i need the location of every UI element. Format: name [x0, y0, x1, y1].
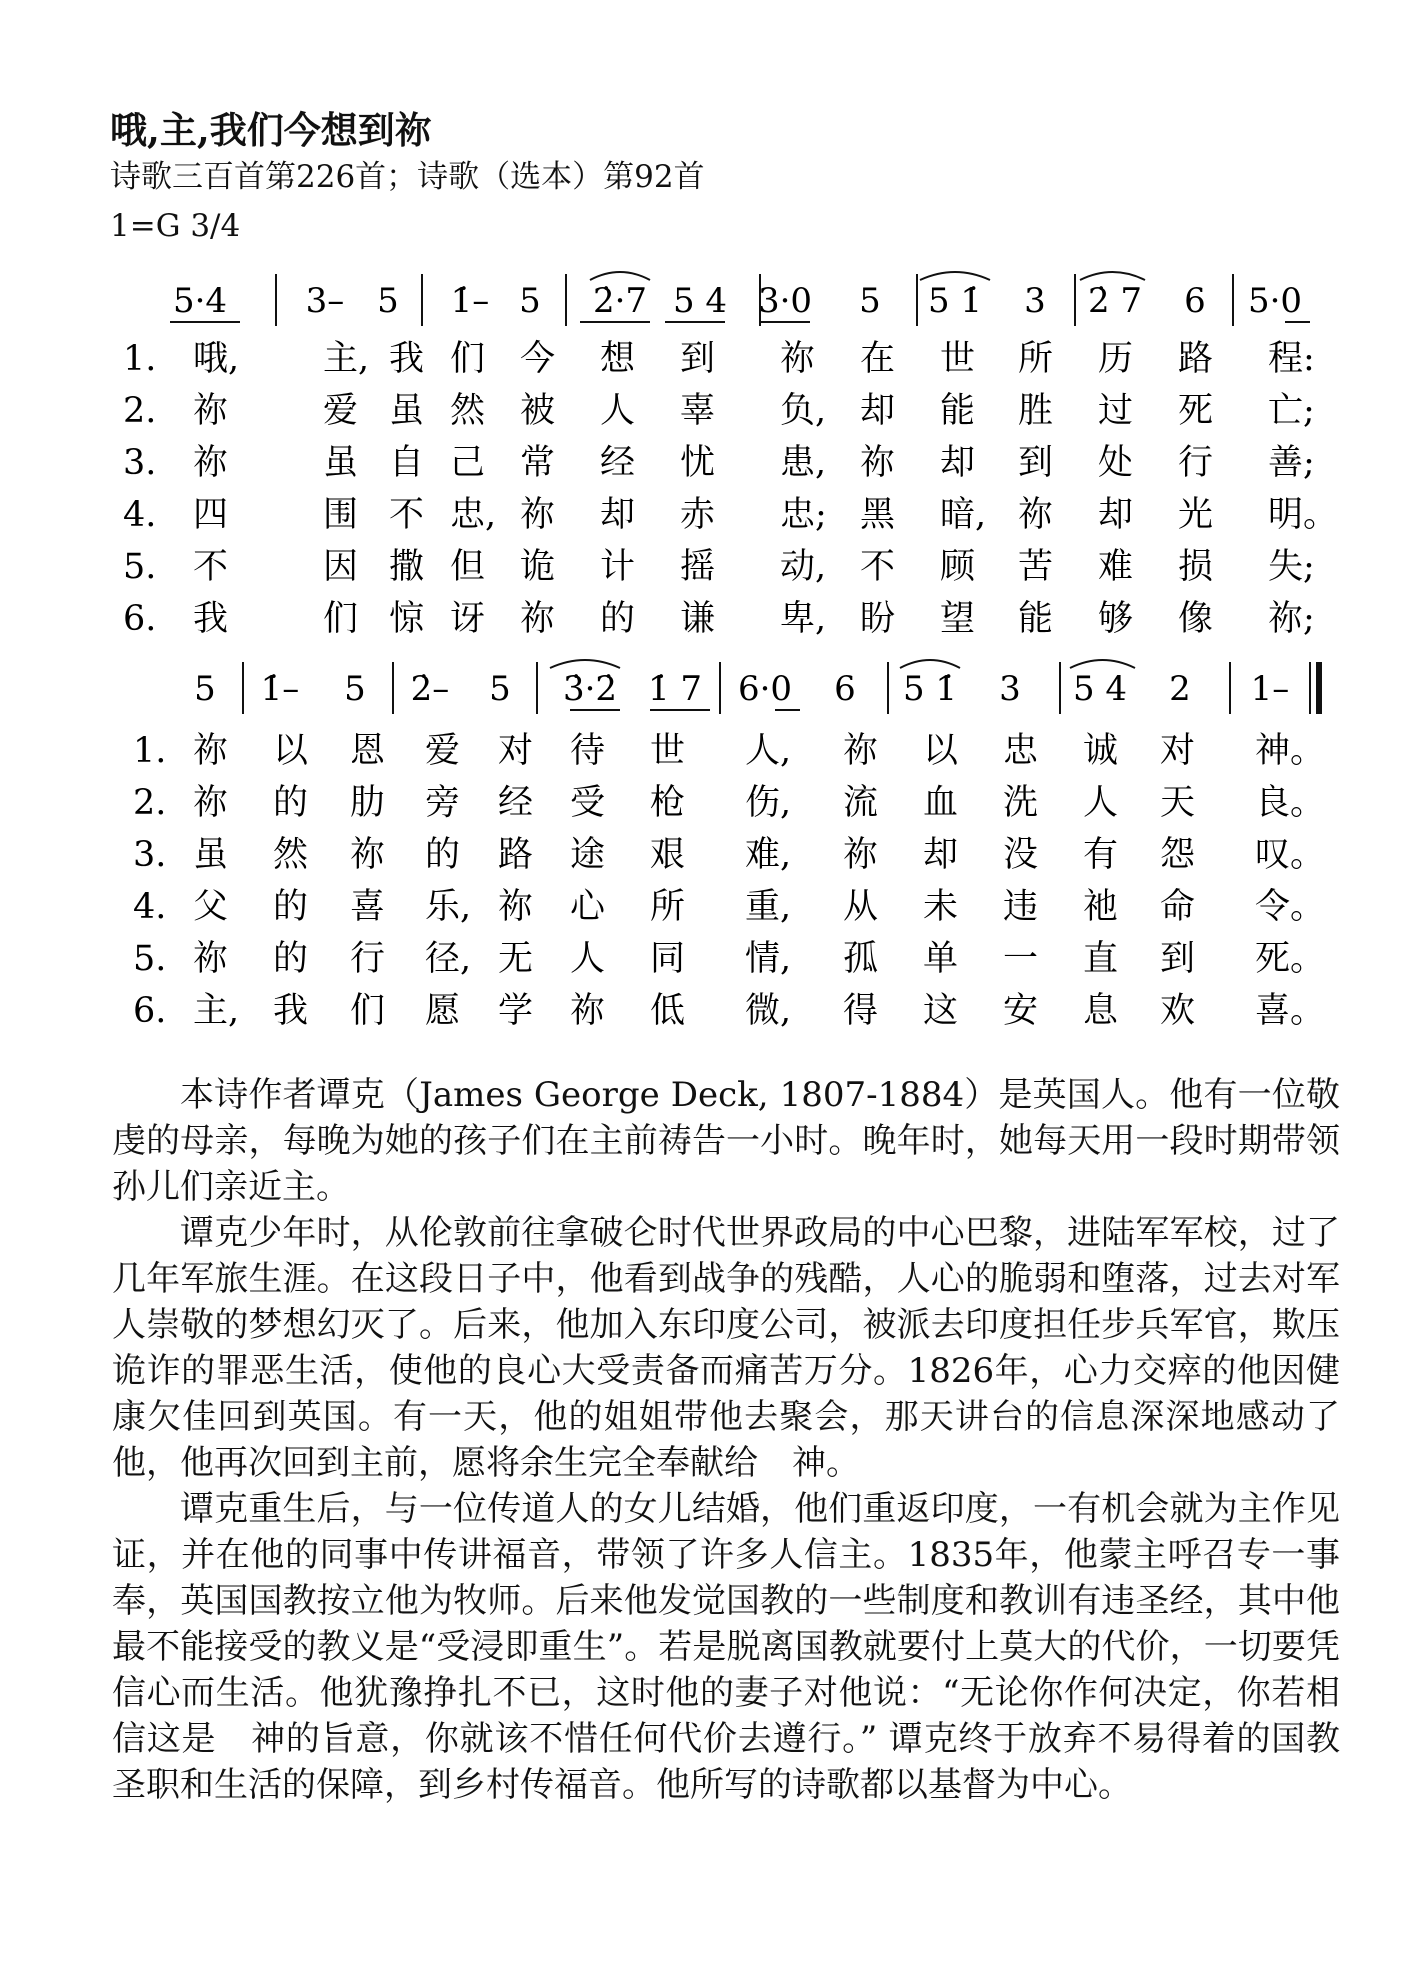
lyric-syllable: 祢: [350, 835, 386, 875]
lyric-syllable: 负,: [780, 391, 827, 431]
note-9: 6: [834, 669, 856, 709]
lyric-syllable: 诡: [520, 547, 556, 587]
lyric-syllable: 对: [1160, 731, 1196, 771]
lyric-syllable: 所: [650, 887, 686, 927]
lyric-syllable: 胜: [1018, 391, 1054, 431]
note-9: 5: [859, 281, 881, 321]
hymn-source: 诗歌三百首第226首；诗歌（选本）第92首: [110, 159, 705, 195]
lyric-syllable: 望: [940, 599, 976, 639]
note-4: 1̇–: [450, 281, 490, 321]
key-signature: 1=G 3/4: [110, 208, 241, 244]
lyric-syllable: 待: [570, 731, 606, 771]
lyric-syllable: 无: [498, 939, 534, 979]
lyric-syllable: 常: [520, 443, 556, 483]
lyric-syllable: 却: [923, 835, 959, 875]
lyric-syllable: 祢: [570, 991, 606, 1031]
slur-mark: [1070, 660, 1135, 668]
lyric-syllable: 然: [450, 391, 486, 431]
lyric-syllable: 孤: [843, 939, 879, 979]
lyric-syllable: 诚: [1083, 731, 1119, 771]
lyric-syllable: 重,: [745, 887, 792, 927]
lyric-syllable: 主,: [323, 339, 370, 379]
verse-number: 5.: [133, 939, 167, 979]
lyric-syllable: 爱: [323, 391, 359, 431]
score-line-1: [123, 272, 1338, 639]
lyric-syllable: 四: [193, 495, 229, 535]
lyric-syllable: 行: [1178, 443, 1214, 483]
lyric-syllable: 以: [273, 731, 309, 771]
note-12: 2̇ 7: [1087, 281, 1143, 321]
hymn-title: 哦,主,我们今想到祢: [110, 108, 432, 152]
verse-number: 1.: [133, 731, 167, 771]
note-2: 1̇–: [260, 669, 300, 709]
lyric-syllable: 人: [600, 391, 636, 431]
lyric-syllable: 途: [570, 835, 606, 875]
lyric-syllable: 计: [600, 547, 636, 587]
lyric-syllable: 祢: [843, 731, 879, 771]
note-3: 5: [377, 281, 399, 321]
lyric-syllable: 但: [450, 547, 486, 587]
lyric-syllable: 够: [1098, 599, 1134, 639]
lyric-syllable: 行: [350, 939, 386, 979]
lyric-syllable: 虽: [323, 443, 359, 483]
verse-number: 3.: [133, 835, 167, 875]
lyric-syllable: 一: [1003, 939, 1039, 979]
lyric-syllable: 能: [940, 391, 976, 431]
lyric-syllable: 同: [650, 939, 686, 979]
note-11: 3: [1024, 281, 1046, 321]
lyric-syllable: 惊: [389, 599, 425, 639]
lyric-syllable: 经: [498, 783, 534, 823]
note-4: 2̇–: [410, 669, 450, 709]
slur-mark: [1080, 272, 1145, 280]
lyric-syllable: 祢;: [1268, 599, 1315, 639]
lyric-syllable: 从: [843, 887, 879, 927]
lyric-syllable: 自: [389, 443, 425, 483]
lyric-syllable: 喜。: [1255, 991, 1326, 1031]
slur-mark: [900, 660, 960, 668]
note-10: 5 1̇: [902, 669, 958, 709]
lyric-syllable: 的: [600, 599, 636, 639]
lyric-syllable: 忠,: [450, 495, 497, 535]
lyric-syllable: 安: [1003, 991, 1039, 1031]
slur-mark: [550, 660, 620, 668]
lyric-syllable: 以: [923, 731, 959, 771]
prose-paragraph: 谭克少年时，从伦敦前往拿破仑时代世界政局的中心巴黎，进陆军军校，过了几年军旅生涯。在这段日子中，他看到战争的残酷，人心的脆弱和堕落，过去对军人崇敬的梦想幻灭了。后来，他加入东印度公司，被派去印度担任步兵军官，欺压诡诈的罪恶生活，使他的良心大受责备而痛苦万分。1826年，心力交瘁的他因健康欠佳回到英国。有一天，他的姐姐带他去聚会，那天讲台的信息深深地感动了他，他再次回到主前，愿将余生完全奉献给 神。: [112, 1213, 1340, 1483]
lyric-syllable: 历: [1098, 339, 1134, 379]
lyric-syllable: 亡;: [1268, 391, 1315, 431]
lyric-syllable: 低: [650, 991, 686, 1031]
note-5: 5: [519, 281, 541, 321]
verse-number: 1.: [123, 339, 157, 379]
lyric-syllable: 光: [1178, 495, 1214, 535]
lyric-syllable: 得: [843, 991, 879, 1031]
verse-number: 5.: [123, 547, 157, 587]
lyric-syllable: 却: [940, 443, 976, 483]
lyric-syllable: 良。: [1255, 783, 1326, 823]
note-12: 5 4: [1072, 669, 1128, 709]
lyric-syllable: 祢: [193, 783, 229, 823]
lyric-syllable: 赤: [680, 495, 716, 535]
note-13: 2: [1169, 669, 1191, 709]
lyric-syllable: 受: [570, 783, 606, 823]
hymn-background-text: [112, 1072, 1340, 1808]
lyric-syllable: 然: [273, 835, 309, 875]
slur-mark: [590, 272, 650, 280]
lyric-syllable: 欢: [1160, 991, 1196, 1031]
note-8: 3·0: [757, 281, 813, 321]
verse-number: 6.: [133, 991, 167, 1031]
lyric-syllable: 艰: [650, 835, 686, 875]
lyric-syllable: 黑: [860, 495, 896, 535]
lyric-syllable: 忠;: [780, 495, 827, 535]
lyric-syllable: 学: [498, 991, 534, 1031]
note-6: 2̇·7: [592, 281, 648, 321]
lyric-syllable: 卑,: [780, 599, 827, 639]
lyric-syllable: 单: [923, 939, 959, 979]
lyric-syllable: 有: [1083, 835, 1119, 875]
prose-paragraph: 本诗作者谭克（James George Deck, 1807-1884）是英国人。他有一位敬虔的母亲，每晚为她的孩子们在主前祷告一小时。晚年时，她每天用一段时期带领孙儿们亲近主。: [112, 1075, 1340, 1207]
lyric-syllable: 摇: [680, 547, 716, 587]
lyric-syllable: 祢: [860, 443, 896, 483]
lyric-syllable: 对: [498, 731, 534, 771]
note-7: 1̇ 7: [647, 669, 703, 709]
lyric-syllable: 能: [1018, 599, 1054, 639]
lyric-syllable: 径,: [425, 939, 472, 979]
lyric-syllable: 我: [273, 991, 309, 1031]
lyric-syllable: 不: [193, 547, 229, 587]
verse-number: 3.: [123, 443, 157, 483]
lyric-syllable: 死: [1178, 391, 1214, 431]
lyric-syllable: 肋: [350, 783, 386, 823]
lyric-syllable: 撒: [389, 547, 425, 587]
lyric-syllable: 像: [1178, 599, 1214, 639]
lyric-syllable: 在: [860, 339, 896, 379]
note-1: 5: [194, 669, 216, 709]
lyric-syllable: 流: [843, 783, 879, 823]
lyric-syllable: 令。: [1255, 887, 1326, 927]
lyric-syllable: 洗: [1003, 783, 1039, 823]
lyric-syllable: 愿: [425, 991, 461, 1031]
lyric-syllable: 叹。: [1255, 835, 1326, 875]
lyric-syllable: 主,: [193, 991, 240, 1031]
lyric-syllable: 祢: [193, 939, 229, 979]
lyric-syllable: 直: [1083, 939, 1119, 979]
lyric-syllable: 程:: [1268, 339, 1315, 379]
lyric-syllable: 忧: [680, 443, 716, 483]
lyric-syllable: 却: [1098, 495, 1134, 535]
lyric-syllable: 患,: [780, 443, 827, 483]
verse-number: 4.: [123, 495, 157, 535]
verse-number: 4.: [133, 887, 167, 927]
lyric-syllable: 祢: [520, 495, 556, 535]
lyric-syllable: 不: [860, 547, 896, 587]
lyric-syllable: 命: [1160, 887, 1196, 927]
lyric-syllable: 路: [1178, 339, 1214, 379]
lyric-syllable: 人: [1083, 783, 1119, 823]
lyric-syllable: 盼: [860, 599, 896, 639]
lyric-syllable: 哦,: [193, 339, 240, 379]
lyric-syllable: 们: [350, 991, 386, 1031]
lyric-syllable: 虽: [193, 835, 229, 875]
slur-mark: [920, 272, 990, 280]
lyric-syllable: 恩: [350, 731, 386, 771]
lyric-syllable: 祢: [520, 599, 556, 639]
lyric-syllable: 世: [940, 339, 976, 379]
lyric-syllable: 失;: [1268, 547, 1315, 587]
verse-number: 2.: [133, 783, 167, 823]
lyric-syllable: 祢: [193, 443, 229, 483]
lyric-syllable: 损: [1178, 547, 1214, 587]
lyric-syllable: 没: [1003, 835, 1039, 875]
lyric-syllable: 难,: [745, 835, 792, 875]
lyric-syllable: 路: [498, 835, 534, 875]
lyric-syllable: 神。: [1255, 731, 1326, 771]
lyric-syllable: 的: [273, 939, 309, 979]
lyric-syllable: 想: [600, 339, 636, 379]
lyric-syllable: 的: [273, 887, 309, 927]
lyric-syllable: 到: [680, 339, 716, 379]
lyric-syllable: 的: [425, 835, 461, 875]
lyric-syllable: 顾: [940, 547, 976, 587]
lyric-syllable: 虽: [389, 391, 425, 431]
lyric-syllable: 辜: [680, 391, 716, 431]
note-1: 5·4: [172, 281, 228, 321]
score-line-2-notes: [194, 660, 1289, 710]
lyric-syllable: 谦: [680, 599, 716, 639]
lyric-syllable: 旁: [425, 783, 461, 823]
lyric-syllable: 情,: [745, 939, 792, 979]
lyric-syllable: 这: [923, 991, 959, 1031]
lyric-syllable: 明。: [1268, 495, 1339, 535]
lyric-syllable: 人,: [745, 731, 792, 771]
lyric-syllable: 被: [520, 391, 556, 431]
lyric-syllable: 祢: [193, 391, 229, 431]
lyric-syllable: 爱: [425, 731, 461, 771]
lyric-syllable: 动,: [780, 547, 827, 587]
verse-number: 6.: [123, 599, 157, 639]
lyric-syllable: 己: [450, 443, 486, 483]
lyric-syllable: 讶: [450, 599, 486, 639]
lyric-syllable: 不: [389, 495, 425, 535]
lyric-syllable: 们: [323, 599, 359, 639]
lyric-syllable: 因: [323, 547, 359, 587]
lyric-syllable: 祢: [843, 835, 879, 875]
lyric-syllable: 我: [389, 339, 425, 379]
lyric-syllable: 经: [600, 443, 636, 483]
lyric-syllable: 到: [1018, 443, 1054, 483]
score-line-2: [133, 660, 1325, 1031]
lyric-syllable: 祢: [780, 339, 816, 379]
note-6: 3̇·2̇: [562, 669, 618, 709]
lyric-syllable: 难: [1098, 547, 1134, 587]
note-8: 6·0: [737, 669, 793, 709]
lyric-syllable: 祂: [1083, 887, 1119, 927]
lyric-syllable: 所: [1018, 339, 1054, 379]
note-13: 6: [1184, 281, 1206, 321]
lyric-syllable: 息: [1083, 991, 1119, 1031]
note-2: 3–: [305, 281, 345, 321]
lyric-syllable: 们: [450, 339, 486, 379]
lyric-syllable: 我: [193, 599, 229, 639]
lyric-syllable: 未: [923, 887, 959, 927]
lyric-syllable: 伤,: [745, 783, 792, 823]
note-11: 3: [999, 669, 1021, 709]
lyric-syllable: 世: [650, 731, 686, 771]
lyric-syllable: 围: [323, 495, 359, 535]
lyric-syllable: 祢: [1018, 495, 1054, 535]
lyric-syllable: 喜: [350, 887, 386, 927]
lyric-syllable: 父: [193, 887, 229, 927]
lyric-syllable: 微,: [745, 991, 792, 1031]
score-line-2-lyrics: [133, 731, 1325, 1031]
prose-paragraph: 谭克重生后，与一位传道人的女儿结婚，他们重返印度，一有机会就为主作见证，并在他的同事中传讲福音，带领了许多人信主。1835年，他蒙主呼召专一事奉，英国国教按立他为牧师。后来他发觉国教的一些制度和教训有违圣经，其中他最不能接受的教义是“受浸即重生”。若是脱离国教就要付上莫大的代价，一切要凭信心而生活。他犹豫挣扎不已，这时他的妻子对他说：“无论你作何决定，你若相信这是 神的旨意，你就该不惜任何代价去遵行。” 谭克终于放弃不易得着的国教圣职和生活的保障，到乡村传福音。他所写的诗歌都以基督为中心。: [112, 1489, 1340, 1805]
lyric-syllable: 到: [1160, 939, 1196, 979]
lyric-syllable: 祢: [498, 887, 534, 927]
lyric-syllable: 处: [1098, 443, 1134, 483]
lyric-syllable: 怨: [1160, 835, 1196, 875]
note-10: 5 1̇: [927, 281, 983, 321]
lyric-syllable: 却: [600, 495, 636, 535]
lyric-syllable: 苦: [1018, 547, 1054, 587]
lyric-syllable: 人: [570, 939, 606, 979]
score-line-1-notes: [170, 272, 1310, 322]
lyric-syllable: 违: [1003, 887, 1039, 927]
note-5: 5: [489, 669, 511, 709]
lyric-syllable: 血: [923, 783, 959, 823]
lyric-syllable: 枪: [650, 783, 686, 823]
lyric-syllable: 乐,: [425, 887, 472, 927]
score-line-1-lyrics: [123, 339, 1338, 639]
lyric-syllable: 今: [520, 339, 556, 379]
lyric-syllable: 却: [860, 391, 896, 431]
lyric-syllable: 天: [1160, 783, 1196, 823]
note-3: 5: [344, 669, 366, 709]
lyric-syllable: 忠: [1003, 731, 1039, 771]
lyric-syllable: 的: [273, 783, 309, 823]
lyric-syllable: 善;: [1268, 443, 1315, 483]
note-7: 5 4: [672, 281, 728, 321]
lyric-syllable: 死。: [1255, 939, 1326, 979]
lyric-syllable: 暗,: [940, 495, 987, 535]
verse-number: 2.: [123, 391, 157, 431]
lyric-syllable: 过: [1098, 391, 1134, 431]
note-14: 5·0: [1247, 281, 1303, 321]
note-14: 1–: [1250, 669, 1290, 709]
lyric-syllable: 祢: [193, 731, 229, 771]
lyric-syllable: 心: [570, 887, 606, 927]
